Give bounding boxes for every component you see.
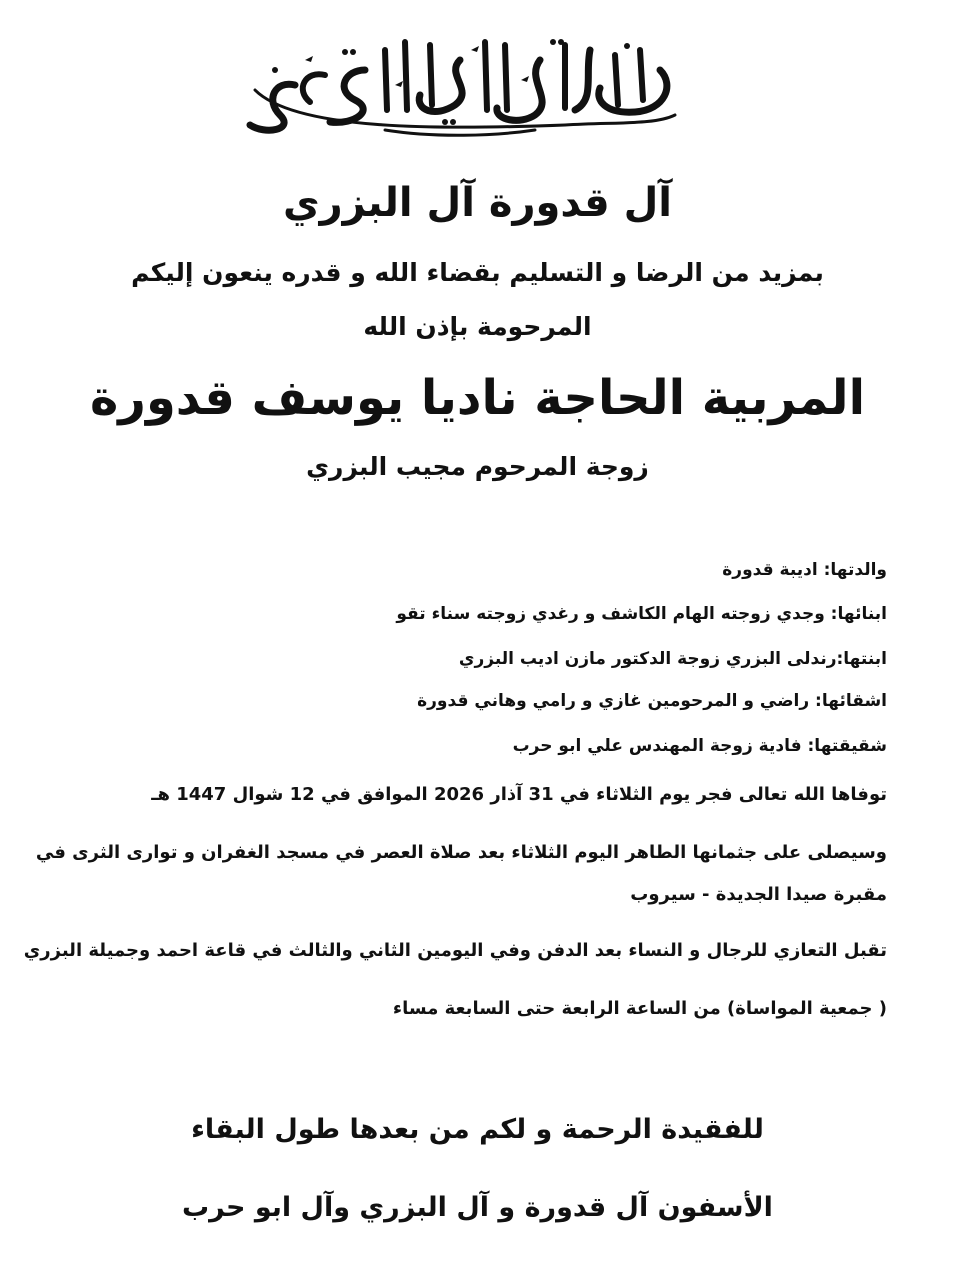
death-date-line: توفاها الله تعالى فجر يوم الثلاثاء في 31 آذار 2026 الموافق في 12 شوال 1447 هـ [151,784,887,805]
intro-sub-line: المرحومة بإذن الله [363,312,592,341]
relative-brothers: اشقائها: راضي و المرحومين غازي و رامي وهاني قدورة [417,691,887,711]
condolences-line-2: ( جمعية المواساة) من الساعة الرابعة حتى السابعة مساء [392,998,887,1019]
relative-sister: شقيقتها: فادية زوجة المهندس علي ابو حرب [512,736,887,756]
closing-line-2: الأسفون آل قدورة و آل البزري وآل ابو حرب [182,1192,773,1223]
prayer-line-1: وسيصلى على جثمانها الطاهر اليوم الثلاثاء بعد صلاة العصر في مسجد الغفران و توارى الثرى في [35,842,887,863]
deceased-name: المربية الحاجة ناديا يوسف قدورة [89,370,866,426]
condolences-line-1: تقبل التعازي للرجال و النساء بعد الدفن وفي اليومين الثاني والثالث في قاعة احمد وجميلة البزري [23,940,887,961]
closing-line-1: للفقيدة الرحمة و لكم من بعدها طول البقاء [191,1114,764,1145]
relative-sons: ابنائها: وجدي زوجته الهام الكاشف و رغدي زوجته سناء تقو [396,604,887,624]
spouse-line: زوجة المرحوم مجيب البزري [306,452,649,481]
prayer-line-2: مقبرة صيدا الجديدة - سيروب [630,884,887,905]
intro-line: بمزيد من الرضا و التسليم بقضاء الله و قدره ينعون إليكم [131,258,824,287]
calligraphy-image [235,30,685,140]
relative-daughter: ابنتها:رندلى البزري زوجة الدكتور مازن اديب البزري [458,649,887,669]
calligraphy-header [235,30,685,140]
family-title: آل قدورة آل البزري [282,180,673,226]
relative-mother: والدتها: اديبة قدورة [722,560,887,580]
